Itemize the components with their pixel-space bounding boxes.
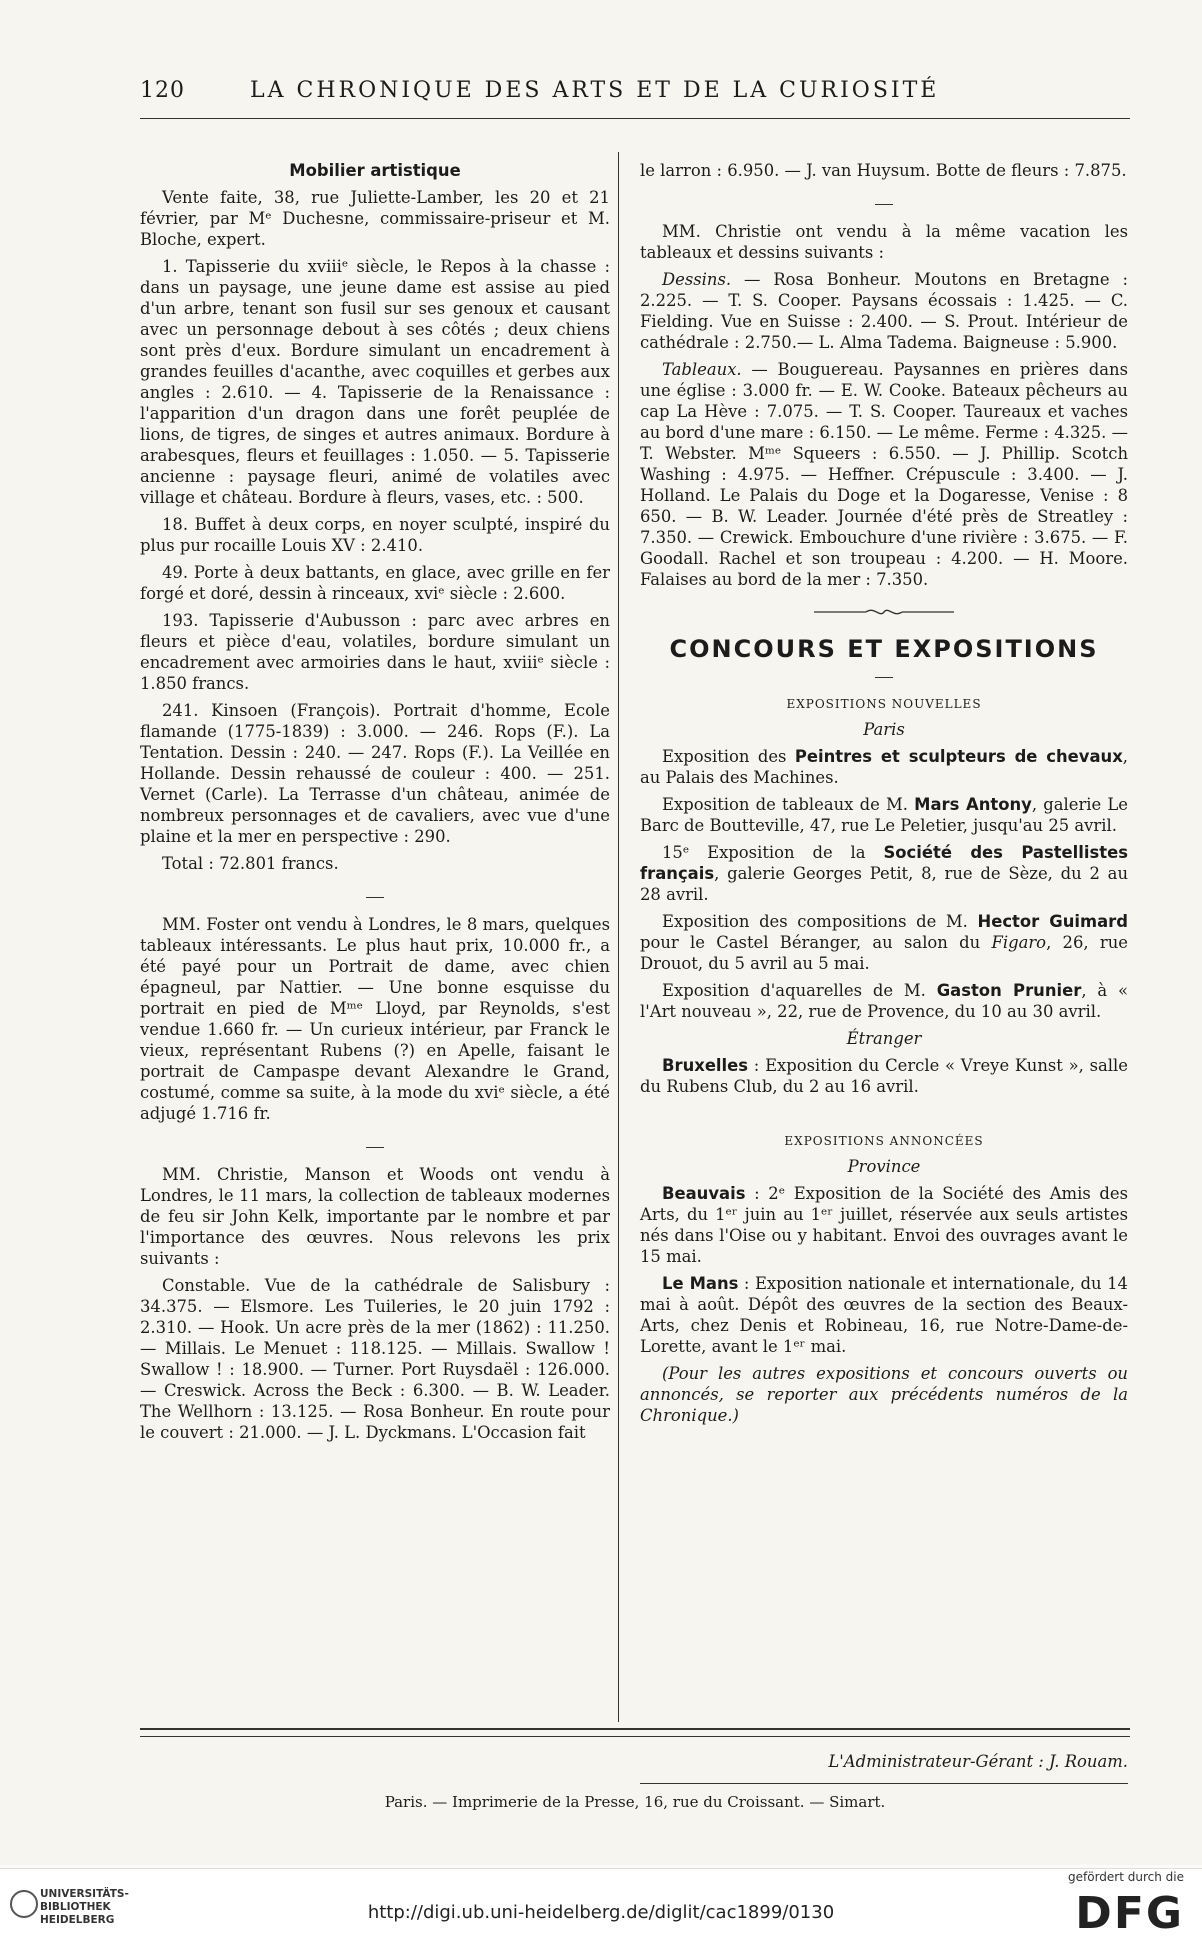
separator-dash bbox=[640, 666, 1128, 680]
lot-paragraph: 1. Tapisserie du xviiiᵉ siècle, le Repos à la chasse : dans un paysage, une jeune dame est assise au pied d'un arbre, tenant son fusil sur ses genoux et causant avec un personnage debout à ses côtés ; deux chiens sont près d'eux. Bordure simulant un encadrement à grandes feuilles d'acanthe, avec coquilles et gerbes aux angles : 2.610. — 4. Tapisserie de la Renaissance : l'apparition d'un dragon dans une forêt peuplée de lions, de tigres, de singes et autres animaux. Bordure à arabesques, fleurs et feuillages : 1.050. — 5. Tapisserie ancienne : paysage fleuri, animé de volatiles avec village et château. Bordure à fleurs, vases, etc. : 500. bbox=[140, 257, 610, 507]
header-rule bbox=[140, 118, 1130, 119]
admin-rule bbox=[640, 1783, 1128, 1784]
left-column bbox=[140, 160, 610, 1449]
sale-total: Total : 72.801 francs. bbox=[162, 854, 339, 873]
funding-note: gefördert durch die bbox=[1068, 1870, 1184, 1884]
expo-item: Exposition de tableaux de M. Mars Antony, galerie Le Barc de Boutteville, 47, rue Le Peletier, jusqu'au 25 avril. bbox=[640, 795, 1128, 835]
foster-sale: MM. Foster ont vendu à Londres, le 8 mars, quelques tableaux intéressants. Le plus haut prix, 10.000 fr., a été payé pour un Portrait de dame, avec chien épagneul, par Nattier. — Une bonne esquisse du portrait en pied de Mᵐᵉ Lloyd, par Reynolds, s'est vendue 1.660 fr. — Un curieux intérieur, par Franck le vieux, représentant Rubens (?) en Apelle, faisant le portrait de Campaspe devant Alexandre le Grand, costumé, comme sa suite, à la mode du xviᵉ siècle, a été adjugé 1.716 fr. bbox=[140, 915, 610, 1123]
section-title-concours: CONCOURS ET EXPOSITIONS bbox=[669, 635, 1099, 663]
tableaux-paragraph: Tableaux. — Bouguereau. Paysannes en prières dans une église : 3.000 fr. — E. W. Cooke. Bateaux pêcheurs au cap La Hève : 7.075. — T. S. Cooper. Taureaux et vaches au bord d'une mare : 6.150. — Le même. Ferme : 4.325. — T. Webster. Mᵐᵉ Squeers : 6.550. — J. Phillip. Scotch Washing : 4.975. — Heffner. Crépuscule : 3.400. — J. Holland. Le Palais du Doge et la Dogaresse, Venise : 8 650. — B. W. Leader. Journée d'été près de Streatley : 7.350. — Crewick. Embouchure d'une rivière : 3.675. — F. Goodall. Rachel et son troupeau : 4.200. — H. Moore. Falaises au bord de la mer : 7.350. bbox=[640, 360, 1128, 589]
christie-vacation: MM. Christie ont vendu à la même vacation les tableaux et dessins suivants : bbox=[640, 222, 1128, 262]
expo-item: Exposition d'aquarelles de M. Gaston Prunier, à « l'Art nouveau », 22, rue de Provence, du 10 au 30 avril. bbox=[640, 981, 1128, 1021]
expo-item: 15ᵉ Exposition de la Société des Pastellistes français, galerie Georges Petit, 8, rue de Sèze, du 2 au 28 avril. bbox=[640, 843, 1128, 904]
place-province: Province bbox=[847, 1157, 921, 1176]
ornament-divider bbox=[640, 602, 1128, 623]
page-number: 120 bbox=[140, 78, 185, 103]
continued-text: le larron : 6.950. — J. van Huysum. Botte de fleurs : 7.875. bbox=[640, 161, 1127, 180]
christie-sale-list: Constable. Vue de la cathédrale de Salisbury : 34.375. — Elsmore. Les Tuileries, le 20 juin 1792 : 2.310. — Hook. Un acre près de la mer (1862) : 11.250. — Millais. Le Menuet : 118.125. — Millais. Swallow ! Swallow ! : 18.900. — Turner. Port Ruysdaël : 126.000. — Creswick. Across the Beck : 6.300. — B. W. Leader. The Wellhorn : 13.125. — Rosa Bonheur. En route pour le couvert : 21.000. — J. L. Dyckmans. L'Occasion fait bbox=[140, 1276, 610, 1442]
lot-paragraph: 49. Porte à deux battants, en glace, avec grille en fer forgé et doré, dessin à rinceaux, xviᵉ siècle : 2.600. bbox=[140, 563, 610, 603]
christie-sale-intro: MM. Christie, Manson et Woods ont vendu à Londres, le 11 mars, la collection de tableaux modernes de feu sir John Kelk, importante par le nombre et par l'importance des œuvres. Nous relevons les prix suivants : bbox=[140, 1165, 610, 1268]
permalink-url[interactable]: http://digi.ub.uni-heidelberg.de/diglit/cac1899/0130 bbox=[367, 1902, 835, 1923]
expo-item: Bruxelles : Exposition du Cercle « Vreye Kunst », salle du Rubens Club, du 2 au 16 avril. bbox=[640, 1056, 1128, 1096]
subheading-annoncees: EXPOSITIONS ANNONCÉES bbox=[784, 1134, 984, 1148]
dessins-paragraph: Dessins. — Rosa Bonheur. Moutons en Bretagne : 2.225. — T. S. Cooper. Paysans écossais : 1.425. — C. Fielding. Vue en Suisse : 2.400. — S. Prout. Intérieur de cathédrale : 2.750.— L. Alma Tadema. Baigneuse : 5.900. bbox=[640, 270, 1128, 352]
section-heading-mobilier: Mobilier artistique bbox=[289, 161, 461, 180]
column-divider bbox=[618, 152, 619, 1722]
editorial-note: (Pour les autres expositions et concours ouverts ou annoncés, se reporter aux précédents numéros de la Chronique.) bbox=[640, 1364, 1128, 1425]
sale-intro: Vente faite, 38, rue Juliette-Lamber, les 20 et 21 février, par Mᵉ Duchesne, commissaire-priseur et M. Bloche, expert. bbox=[140, 188, 610, 249]
running-header bbox=[140, 78, 1130, 108]
journal-title: LA CHRONIQUE DES ARTS ET DE LA CURIOSITÉ bbox=[250, 78, 940, 103]
subheading-nouvelles: EXPOSITIONS NOUVELLES bbox=[786, 697, 982, 711]
university-name: UNIVERSITÄTS- BIBLIOTHEK HEIDELBERG bbox=[40, 1888, 129, 1926]
right-column bbox=[640, 160, 1128, 1432]
lot-paragraph: 193. Tapisserie d'Aubusson : parc avec arbres en fleurs et pièce d'eau, volatiles, bordure simulant un encadrement avec armoiries dans le haut, xviiiᵉ siècle : 1.850 francs. bbox=[140, 611, 610, 693]
lot-paragraph: 241. Kinsoen (François). Portrait d'homme, Ecole flamande (1775-1839) : 3.000. — 246. Rops (F.). La Tentation. Dessin : 240. — 247. Rops (F.). La Veillée en Hollande. Dessin rehaussé de couleur : 400. — 251. Vernet (Carle). La Terrasse d'un château, animée de nombreux personnages et de cavaliers, avec vue d'une plaine et la mer en perspective : 290. bbox=[140, 701, 610, 846]
expo-item: Exposition des compositions de M. Hector Guimard pour le Castel Béranger, au salon du Figaro, 26, rue Drouot, du 5 avril au 5 mai. bbox=[640, 912, 1128, 973]
expo-item: Beauvais : 2ᵉ Exposition de la Société des Amis des Arts, du 1ᵉʳ juin au 1ᵉʳ juillet, réservée aux seuls artistes nés dans l'Oise ou y habitant. Envoi des ouvrages avant le 15 mai. bbox=[640, 1184, 1128, 1266]
dfg-logo: DFG bbox=[1075, 1888, 1184, 1939]
administrator-line: L'Administrateur-Gérant : J. Rouam. bbox=[828, 1752, 1128, 1771]
separator-dash bbox=[140, 886, 610, 900]
lot-paragraph: 18. Buffet à deux corps, en noyer sculpté, inspiré du plus pur rocaille Louis XV : 2.410. bbox=[140, 515, 610, 555]
dessins-label: Dessins. bbox=[662, 270, 732, 289]
bottom-double-rule bbox=[140, 1728, 1130, 1737]
separator-dash bbox=[140, 1136, 610, 1150]
expo-item: Exposition des Peintres et sculpteurs de chevaux, au Palais des Machines. bbox=[640, 747, 1129, 787]
printer-line: Paris. — Imprimerie de la Presse, 16, rue du Croissant. — Simart. bbox=[384, 1793, 886, 1811]
tableaux-label: Tableaux. bbox=[662, 360, 742, 379]
place-paris: Paris bbox=[863, 720, 905, 739]
place-etranger: Étranger bbox=[846, 1029, 922, 1048]
expo-item: Le Mans : Exposition nationale et internationale, du 14 mai à août. Dépôt des œuvres de la section des Beaux-Arts, chez Denis et Robineau, 16, rue Notre-Dame-de-Lorette, avant le 1ᵉʳ mai. bbox=[640, 1274, 1128, 1356]
separator-dash bbox=[640, 193, 1128, 207]
